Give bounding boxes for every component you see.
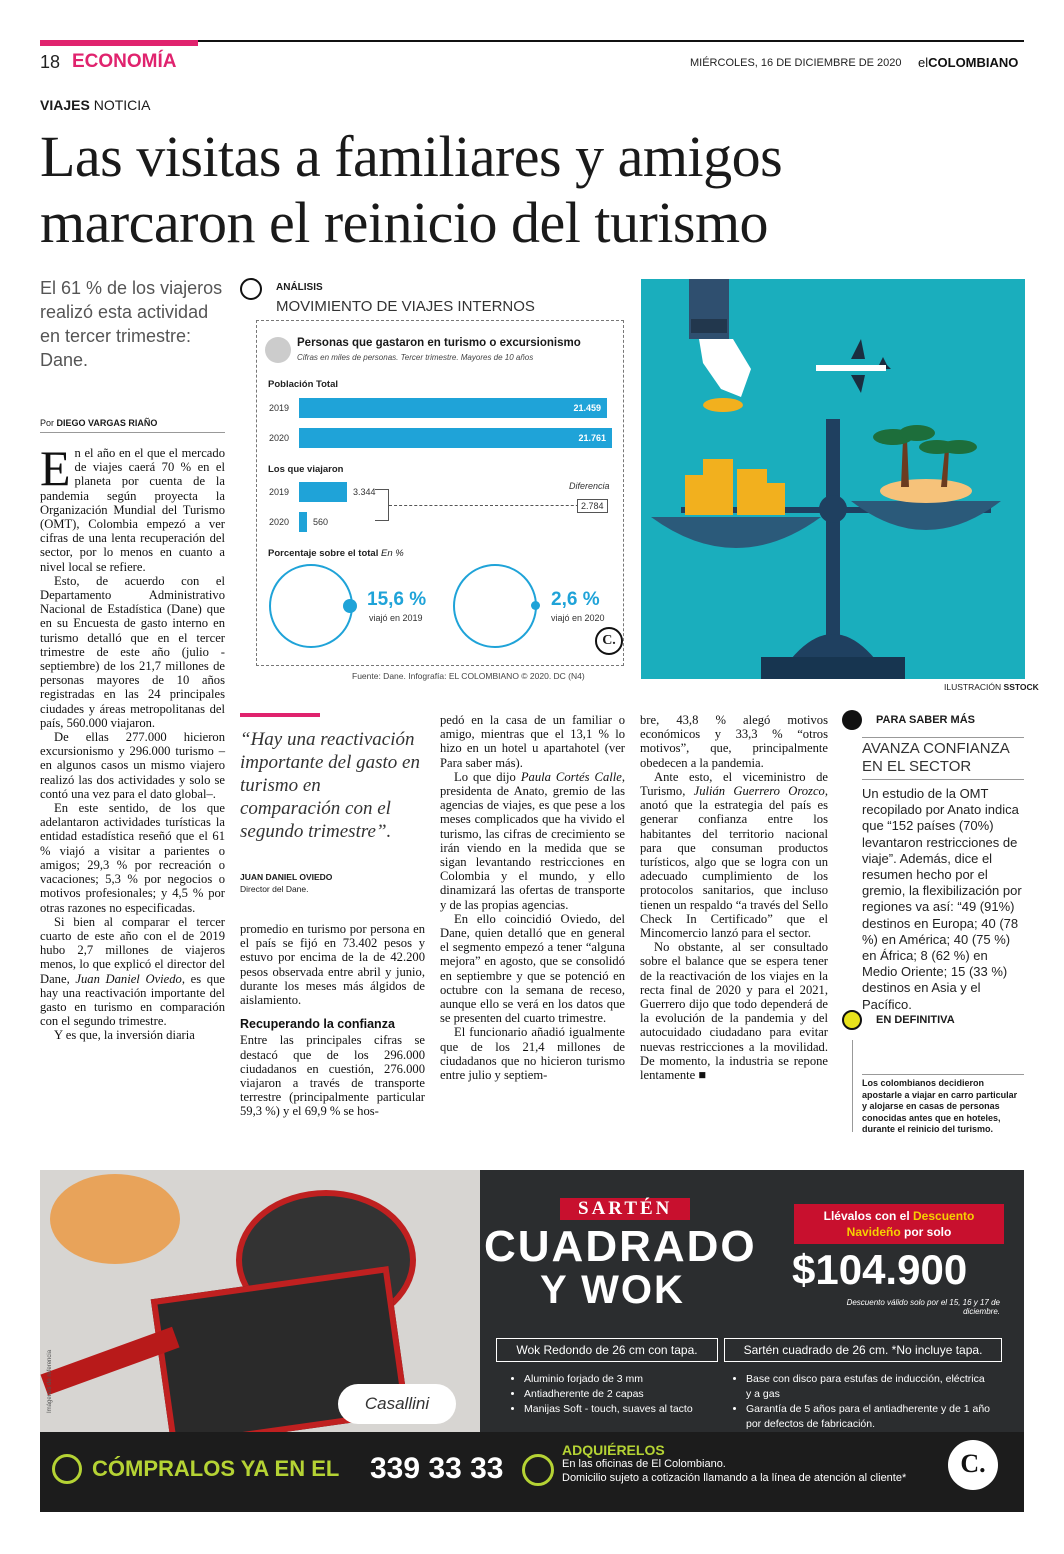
tick-2019-pop: 2019: [269, 403, 290, 413]
quote-role: Director del Dane.: [240, 884, 309, 894]
pie-2020-dot: [531, 601, 540, 610]
bar-population-2020: 21.761: [299, 428, 612, 448]
body-column-3: pedó en la casa de un familiar o amigo, mientras que el 13,1 % lo hizo en un hotel u apartahotel (ver Para saber más). Lo que dijo Paula Cortés Calle, presidenta de Anato, gremio de las agencias de viajes, es que pese a los meses complicados que ha vivido el turismo, las cifras de crecimiento se irán viendo en la medida que se sigan levantando restricciones en Colombia y el mundo, y ello dinamizará las ofertas de transporte y de las propias agencias. En ello coincidió Oviedo, del Dane, quien detalló que en general el segmento empezó a tener “alguna mejora” en agosto, que se consolidó en septiembre y que se potenció en octubre con la semana de receso, aunque ello se verá en los datos que se presenten del cuarto trimestre. El funcionario añadió igualmente que de los 21,4 millones de ciudadanos que no hicieron turismo entre julio y septiem-: [440, 713, 625, 1083]
infographic-source: Fuente: Dane. Infografía: EL COLOMBIANO © 2020. DC (N4): [352, 671, 585, 681]
infographic-kicker: ANÁLISIS: [276, 282, 323, 293]
value-travelers-2019: 3.344: [353, 487, 376, 497]
tick-2020-pop: 2020: [269, 433, 290, 443]
body-column-2: promedio en turismo por persona en el país se fijó en 73.402 pesos y estuvo por encima de la de 42.200 pesos observada entre abril y junio, durante los meses más álgidos de aislamiento. Recuperando la confianza Entre las principales cifras se destacó que de los 296.000 ciudadanos en cuestión, 276.000 viajaron a través de transporte terrestre (principalmente particular 59,3 %) y el 69,9 % se hos-: [240, 922, 425, 1119]
ad-title-main-2: Y WOK: [540, 1268, 685, 1312]
ad-reference-note: Imágenes de referencia: [47, 1349, 53, 1413]
ad-price: $104.900: [792, 1246, 968, 1293]
box-title: Personas que gastaron en turismo o excursionismo: [297, 337, 581, 349]
ad-acquire-title: ADQUIÉRELOS: [562, 1442, 665, 1458]
percent-2019-label: viajó en 2019: [369, 613, 423, 623]
promo-box: Llévalos con el Descuento Navideño por solo: [794, 1204, 1004, 1244]
delivery-icon: [522, 1454, 554, 1486]
byline: Por DIEGO VARGAS RIAÑO: [40, 418, 158, 428]
section-population: Población Total: [268, 379, 339, 390]
pie-2019-dot: [343, 599, 357, 613]
tick-2019-trav: 2019: [269, 487, 290, 497]
percent-2019: 15,6 %: [367, 589, 427, 610]
section-rule: [40, 40, 198, 46]
value-travelers-2020: 560: [313, 517, 329, 527]
deck: El 61 % de los viajeros realizó esta actividad en tercer trimestre: Dane.: [40, 278, 223, 370]
ad-validity: Descuento válido solo por el 15, 16 y 17 de diciembre.: [846, 1298, 1000, 1316]
box-subtitle: Cifras en miles de personas. Tercer trimestre. Mayores de 10 años: [297, 353, 534, 362]
pin-icon: [842, 710, 862, 730]
drop-cap: E: [40, 440, 71, 496]
infographic-logo: C.: [595, 627, 623, 655]
quote-name: JUAN DANIEL OVIEDO: [240, 872, 333, 882]
ad-box-sarten: Sartén cuadrado de 26 cm. *No incluye tapa.: [724, 1338, 1002, 1362]
ad-title-main-1: CUADRADO: [484, 1222, 757, 1271]
ad-features-1: • Aluminio forjado de 3 mm • Antiadherente de 2 capas • Manijas Soft - touch, suaves al tacto: [510, 1372, 720, 1417]
issue-date: MIÉRCOLES, 16 DE DICIEMBRE DE 2020: [690, 57, 902, 69]
quote-rule: [240, 713, 320, 717]
headline: Las visitas a familiares y amigos marcaron el reinicio del turismo: [40, 124, 783, 255]
ad-logo: C.: [948, 1440, 998, 1490]
brand-logo: elCOLOMBIANO: [918, 55, 1019, 70]
casallini-badge: Casallini: [338, 1384, 456, 1424]
ad-cta: CÓMPRALOS YA EN EL: [92, 1456, 340, 1481]
sidebar-subtitle: AVANZA CONFIANZA EN EL SECTOR: [862, 737, 1024, 780]
percent-2020-label: viajó en 2020: [551, 613, 605, 623]
bar-population-2019: 21.459: [299, 398, 607, 418]
infographic: [240, 276, 625, 696]
phone-icon: [52, 1454, 82, 1484]
difference-arrow: [389, 505, 594, 506]
section-percent: Porcentaje sobre el total En %: [268, 548, 404, 559]
sidebar-title: PARA SABER MÁS: [876, 714, 976, 726]
ad-box-wok: Wok Redondo de 26 cm con tapa.: [496, 1338, 718, 1362]
section-travelers: Los que viajaron: [268, 464, 344, 475]
analysis-icon: [240, 278, 262, 300]
definitive-rule: [852, 1040, 853, 1132]
kicker: VIAJES NOTICIA: [40, 97, 151, 113]
subhead-recuperando: Recuperando la confianza: [240, 1017, 395, 1032]
page-number: 18: [40, 52, 61, 72]
body-column-4: bre, 43,8 % alegó motivos económicos y 33,3 % “otros motivos”, que, principalmente obedecen a la pandemia. Ante esto, el viceministro de Turismo, Julián Guerrero Orozco, anotó que la estrategia del país es generar confianza entre los habitantes del territorio nacional para que consuman productos turísticos, algo que se logra con un adecuado cumplimiento de los protocolos sanitarios, que incluso tienen un respaldo “a través del Sello Check In Certificado” que el Mincomercio lanzó para el sector. No obstante, al ser consultado sobre el balance que se espera tener de la reactivación de los viajes en la recta final de 2020 y para el 2021, Guerrero dijo que todo dependerá de la evolución de la pandemia y del autocuidado ciudadano para evitar nuevas restricciones a la movilidad. De momento, la industria se repone lentamente ■: [640, 713, 828, 1083]
definitive-icon: [842, 1010, 862, 1030]
pie-2020: [453, 564, 537, 648]
ad-title-top: SARTÉN: [560, 1198, 690, 1220]
ad-features-2: • Base con disco para estufas de inducción, eléctrica y a gas • Garantía de 5 años para el antiadherente y de 1 año por defectos de fabricación.: [732, 1372, 992, 1432]
difference-value: 2.784: [577, 499, 608, 513]
percent-2020: 2,6 %: [551, 589, 600, 610]
definitive-text: Los colombianos decidieron apostarle a viajar en carro particular y alojarse en casas de personas conocidas antes que en hoteles, durante el reinicio del turismo.: [862, 1074, 1024, 1136]
body-column-1: En el año en el que el mercado de viajes caerá 70 % en el planeta por cuenta de la pandemia según proyecta la Organización Mundial del Turismo (OMT), Colombia empezó a ver cifras de una lenta recuperación del sector, por lo menos en cuanto a nivel local se refiere. Esto, de acuerdo con el Departamento Administrativo Nacional de Estadística (Dane) que en su Encuesta de gasto interno en turismo detalló que en el tercer trimestre de este año (julio - septiembre) de los 21,7 millones de personas mayores de 10 años registradas en las 24 principales ciudades y áreas metropolitanas del país, 560.000 viajaron. De ellas 277.000 hicieron excursionismo y 296.000 turismo –en algunos casos un mismo viajero realizó las dos actividades y solo se contó una vez para el dato global–. En este sentido, de los que adelantaron actividades turísticas la entidad estadística reseñó que el 61 % viajó a visitar a parientes o amigos; 29,3 % por recreación o vacaciones; 5,3 % por negocios o motivos profesionales; y 4,5 % por otras razones no especificadas. Si bien al comparar el tercer cuarto de este año con el de 2019 hubo 2,7 millones de viajeros menos, lo que explicó el director del Dane, Juan Daniel Oviedo, es que hay una reactivación importante del gasto en turismo en comparación con el segundo trimestre. Y es que, la inversión diaria: [40, 440, 225, 1043]
difference-bracket: [375, 489, 389, 521]
pull-quote: “Hay una reactivación importante del gasto en turismo en comparación con el segundo trimestre”.: [240, 729, 420, 842]
traveler-icon: [265, 337, 291, 363]
section-name: ECONOMÍA: [72, 51, 177, 72]
infographic-title: MOVIMIENTO DE VIAJES INTERNOS: [276, 298, 535, 315]
ad-acquire-1: En las oficinas de El Colombiano.: [562, 1458, 726, 1470]
pie-2019: [269, 564, 353, 648]
ad-phone[interactable]: 339 33 33: [370, 1452, 504, 1485]
ad-acquire-2: Domicilio sujeto a cotización llamando a la línea de atención al cliente*: [562, 1472, 907, 1484]
illustration-credit: ILUSTRACIÓN SSTOCK: [944, 682, 1039, 692]
bar-travelers-2019: [299, 482, 347, 502]
illustration: [641, 279, 1025, 679]
sidebar-text: Un estudio de la OMT recopilado por Anato indica que “152 países (70%) levantaron restricciones de viaje”. Además, dice el resumen hecho por el gremio, la flexibilización por regiones va así: “49 (91%) destinos en Europa; 40 (78 %) en América; 40 (75 %) en África; 8 (62 %) en Medio Oriente; 15 (33 %) destinos en Asia y el Pacífico.: [862, 786, 1022, 1012]
definitive-title: EN DEFINITIVA: [876, 1014, 955, 1026]
bar-travelers-2020: [299, 512, 307, 532]
advertisement: [40, 1170, 1024, 1512]
scale-illustration: [641, 279, 1025, 679]
tick-2020-trav: 2020: [269, 517, 290, 527]
food-plate: [50, 1174, 180, 1264]
difference-label: Diferencia: [569, 481, 610, 491]
infographic-frame: [256, 320, 624, 666]
byline-rule: [40, 432, 225, 433]
